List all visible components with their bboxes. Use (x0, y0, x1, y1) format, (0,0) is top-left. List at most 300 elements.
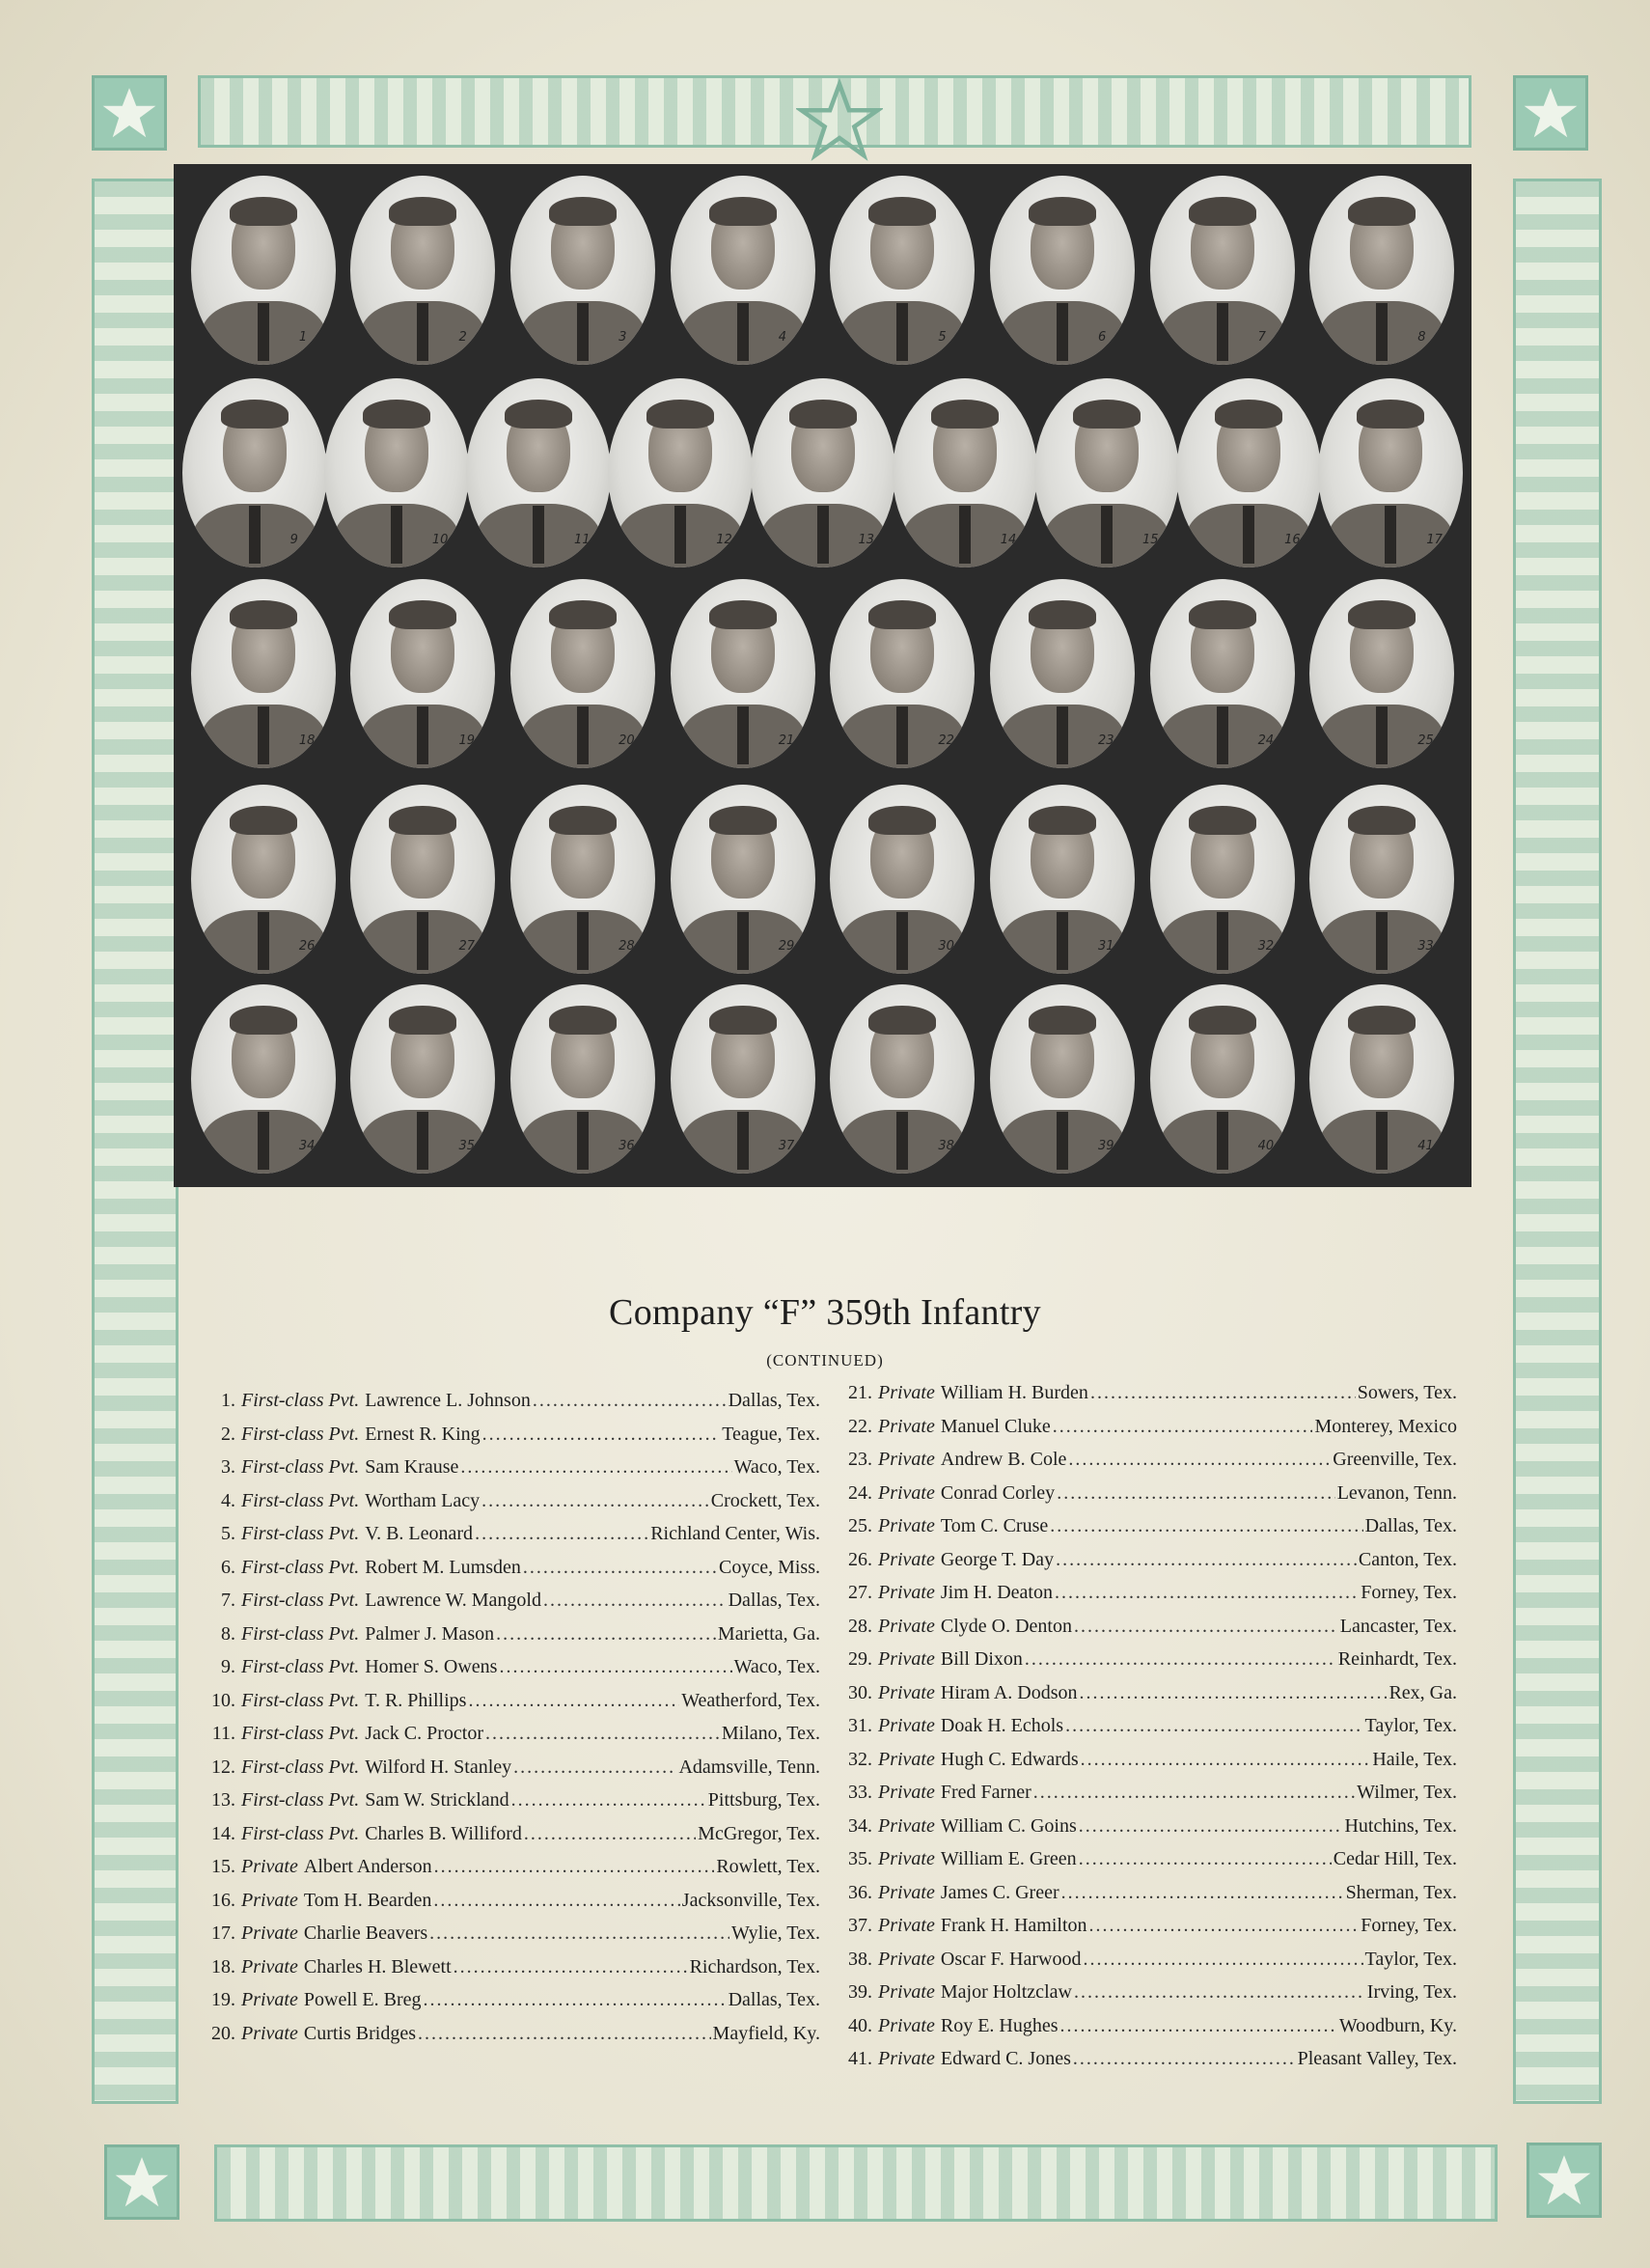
portrait-tie (737, 912, 749, 970)
dot-leader (1090, 1382, 1356, 1404)
roster-entry (839, 1549, 1457, 1583)
roster-number: 3. (221, 1456, 235, 1478)
roster-hometown: Wylie, Tex. (730, 1922, 820, 1944)
roster-number: 5. (221, 1523, 235, 1544)
roster-number: 8. (221, 1622, 235, 1645)
dot-leader (1060, 2015, 1337, 2037)
portrait-hair (1073, 400, 1141, 429)
portrait-hair (646, 400, 714, 429)
soldier-portrait (671, 984, 815, 1174)
roster-entry (839, 1648, 1457, 1682)
portrait-tie (258, 1112, 269, 1170)
roster-rank: Private (878, 1615, 935, 1637)
dot-leader (513, 1756, 676, 1779)
roster-rank: Private (878, 1981, 935, 2003)
roster-name: William E. Green (940, 1848, 1077, 1869)
roster-rank: Private (241, 1856, 298, 1877)
roster-number: 10. (211, 1689, 235, 1711)
portrait-number: 28 (619, 939, 635, 954)
roster-entry (203, 1856, 820, 1890)
portrait-tie (1057, 706, 1068, 764)
dot-leader (1053, 1416, 1313, 1438)
roster-number: 24. (848, 1481, 872, 1504)
roster-name: Sam W. Strickland (365, 1789, 509, 1811)
roster-hometown: Irving, Tex. (1366, 1981, 1457, 2003)
roster-name: Robert M. Lumsden (365, 1556, 521, 1578)
roster-entry (203, 1789, 820, 1823)
roster-number: 31. (848, 1715, 872, 1736)
portrait-number: 3 (619, 330, 627, 345)
portrait-number: 22 (938, 733, 954, 748)
roster-rank: First-class Pvt. (241, 1756, 360, 1778)
portrait-number: 37 (778, 1139, 795, 1153)
roster-number: 19. (211, 1989, 235, 2010)
roster-name: Roy E. Hughes (940, 2014, 1059, 2036)
portrait-number: 29 (778, 939, 795, 954)
portrait-tie (1217, 706, 1228, 764)
roster-number: 27. (848, 1582, 872, 1603)
roster-entry (839, 1882, 1457, 1916)
portrait-tie (1376, 912, 1388, 970)
portrait-hair (363, 400, 430, 429)
portrait-hair (1189, 806, 1256, 835)
roster-name: Hiram A. Dodson (940, 1681, 1078, 1703)
portrait-tie (1217, 303, 1228, 361)
roster-name: Major Holtzclaw (940, 1981, 1072, 2003)
roster-entry (839, 1815, 1457, 1849)
roster-rank: Private (878, 1382, 935, 1403)
roster-entry (839, 1949, 1457, 1982)
soldier-portrait (830, 785, 975, 974)
soldier-portrait (191, 984, 336, 1174)
portrait-number: 17 (1426, 533, 1443, 547)
portrait-hair (709, 1006, 777, 1035)
portrait-hair (868, 1006, 936, 1035)
roster-rank: Private (878, 1782, 935, 1803)
roster-entry (203, 1690, 820, 1724)
roster-number: 37. (848, 1915, 872, 1936)
portrait-number: 38 (938, 1139, 954, 1153)
roster-name: Oscar F. Harwood (940, 1948, 1082, 1970)
portrait-tie (1376, 706, 1388, 764)
portrait-tie (1057, 912, 1068, 970)
roster-hometown: Levanon, Tenn. (1336, 1481, 1457, 1504)
portrait-tie (577, 706, 589, 764)
portrait-number: 26 (298, 939, 316, 954)
roster-hometown: Mayfield, Ky. (712, 2022, 820, 2044)
roster-number: 39. (848, 1981, 872, 2003)
roster-entry (203, 1590, 820, 1623)
portrait-number: 41 (1417, 1139, 1434, 1153)
portrait-number: 25 (1417, 733, 1434, 748)
portrait-number: 23 (1097, 733, 1114, 748)
portrait-tie (1376, 1112, 1388, 1170)
page-title: Company “F” 359th Infantry (609, 1292, 1041, 1333)
portrait-tie (1057, 1112, 1068, 1170)
portrait-number: 40 (1257, 1139, 1275, 1153)
portrait-hair (389, 197, 456, 226)
soldier-portrait (990, 579, 1135, 768)
portrait-grid (174, 164, 1471, 1187)
roster-name: V. B. Leonard (365, 1523, 474, 1544)
soldier-portrait (191, 579, 336, 768)
roster-rank: First-class Pvt. (241, 1489, 360, 1511)
roster-hometown: Adamsville, Tenn. (678, 1756, 820, 1778)
portrait-number: 11 (574, 533, 591, 547)
roster-number: 40. (848, 2014, 872, 2036)
portrait-tie (258, 706, 269, 764)
star-icon (1526, 2143, 1602, 2218)
portrait-tie (577, 303, 589, 361)
roster-name: Homer S. Owens (365, 1656, 498, 1677)
dot-leader (418, 2023, 711, 2045)
portrait-tie (896, 706, 908, 764)
roster-entry (203, 1656, 820, 1690)
portrait-number: 8 (1417, 330, 1426, 345)
portrait-tie (674, 506, 686, 564)
portrait-hair (1215, 400, 1282, 429)
portrait-number: 34 (298, 1139, 316, 1153)
roster-name: Andrew B. Cole (940, 1449, 1067, 1470)
roster-name: Albert Anderson (303, 1856, 432, 1877)
portrait-number: 14 (1000, 533, 1017, 547)
soldier-portrait (510, 984, 655, 1174)
roster-column-left (203, 1390, 820, 2056)
portrait-hair (549, 600, 617, 629)
portrait-number: 20 (619, 733, 635, 748)
roster-rank: Private (878, 1881, 935, 1903)
roster-name: Clyde O. Denton (940, 1615, 1072, 1637)
soldier-portrait (1309, 579, 1454, 768)
portrait-hair (1348, 1006, 1416, 1035)
dot-leader (1079, 1815, 1343, 1838)
portrait-tie (1217, 912, 1228, 970)
roster-hometown: Taylor, Tex. (1364, 1715, 1457, 1736)
soldier-portrait (830, 984, 975, 1174)
portrait-tie (737, 303, 749, 361)
portrait-tie (249, 506, 261, 564)
roster-number: 6. (221, 1556, 235, 1578)
portrait-number: 30 (938, 939, 954, 954)
dot-leader (1079, 1848, 1332, 1870)
left-border-band (92, 179, 179, 2104)
roster-hometown: Cedar Hill, Tex. (1333, 1848, 1457, 1869)
roster-number: 17. (211, 1922, 235, 1944)
soldier-portrait (1150, 579, 1295, 768)
portrait-tie (258, 912, 269, 970)
roster-entry (839, 1482, 1457, 1516)
soldier-portrait (671, 579, 815, 768)
dot-leader (1057, 1482, 1335, 1505)
roster-hometown: Forney, Tex. (1361, 1915, 1457, 1936)
roster-name: Frank H. Hamilton (940, 1915, 1087, 1936)
soldier-portrait (990, 785, 1135, 974)
roster-entry (839, 1682, 1457, 1716)
portrait-hair (1348, 806, 1416, 835)
portrait-tie (417, 706, 428, 764)
roster-entry (203, 1956, 820, 1990)
roster-number: 2. (221, 1423, 235, 1445)
roster-number: 18. (211, 1955, 235, 1978)
roster-rank: Private (878, 1948, 935, 1970)
soldier-portrait (510, 579, 655, 768)
roster-name: Edward C. Jones (940, 2048, 1071, 2069)
roster-rank: Private (878, 1648, 935, 1670)
portrait-hair (931, 400, 999, 429)
roster-entry (839, 1616, 1457, 1649)
dot-leader (524, 1823, 696, 1845)
soldier-portrait (608, 378, 753, 567)
portrait-number: 16 (1284, 533, 1301, 547)
dot-leader (1081, 1749, 1371, 1771)
roster-hometown: Dallas, Tex. (1364, 1515, 1457, 1536)
roster-rank: First-class Pvt. (241, 1423, 360, 1445)
dot-leader (1025, 1648, 1336, 1671)
portrait-hair (549, 197, 617, 226)
roster-hometown: Pittsburg, Tex. (707, 1789, 820, 1811)
portrait-number: 19 (458, 733, 475, 748)
roster-name: Tom H. Bearden (303, 1889, 432, 1911)
portrait-hair (868, 197, 936, 226)
roster-name: Lawrence L. Johnson (365, 1390, 531, 1411)
soldier-portrait (510, 176, 655, 365)
portrait-tie (417, 303, 428, 361)
roster-rank: First-class Pvt. (241, 1656, 360, 1677)
roster-rank: Private (241, 1922, 298, 1944)
roster-hometown: Coyce, Miss. (719, 1556, 820, 1578)
page-subtitle: (CONTINUED) (766, 1351, 884, 1369)
roster-rank: First-class Pvt. (241, 1789, 360, 1811)
dot-leader (1073, 2048, 1296, 2070)
portrait-number: 24 (1257, 733, 1275, 748)
roster-rank: First-class Pvt. (241, 1822, 360, 1844)
portrait-hair (868, 600, 936, 629)
roster-number: 1. (221, 1390, 235, 1411)
roster-rank: Private (878, 1548, 935, 1570)
roster-rank: Private (878, 1515, 935, 1536)
portrait-number: 33 (1417, 939, 1434, 954)
roster-hometown: Wilmer, Tex. (1357, 1782, 1457, 1803)
portrait-number: 12 (716, 533, 732, 547)
portrait-tie (1376, 303, 1388, 361)
portrait-hair (230, 1006, 297, 1035)
dot-leader (482, 1424, 721, 1446)
roster-number: 29. (848, 1648, 872, 1670)
roster-hometown: Canton, Tex. (1358, 1548, 1457, 1570)
roster-name: Jack C. Proctor (365, 1723, 483, 1744)
right-border-band (1513, 179, 1602, 2104)
portrait-tie (577, 1112, 589, 1170)
star-icon (1513, 75, 1588, 151)
portrait-hair (1357, 400, 1424, 429)
roster-rank: First-class Pvt. (241, 1556, 360, 1578)
dot-leader (496, 1623, 716, 1646)
roster-rank: Private (878, 1715, 935, 1736)
portrait-tie (577, 912, 589, 970)
soldier-portrait (1150, 785, 1295, 974)
roster-entry (203, 1490, 820, 1524)
roster-number: 23. (848, 1449, 872, 1470)
portrait-hair (389, 806, 456, 835)
roster-number: 26. (848, 1548, 872, 1570)
portrait-number: 9 (289, 533, 298, 547)
roster-number: 12. (211, 1756, 235, 1778)
portrait-hair (505, 400, 572, 429)
portrait-tie (417, 912, 428, 970)
portrait-tie (737, 1112, 749, 1170)
roster-number: 36. (848, 1881, 872, 1903)
roster-entry (203, 1890, 820, 1923)
soldier-portrait (1309, 176, 1454, 365)
roster-entry (203, 1723, 820, 1756)
roster-entry (839, 1382, 1457, 1416)
soldier-portrait (671, 176, 815, 365)
portrait-hair (709, 806, 777, 835)
roster-entry (203, 1623, 820, 1657)
dot-leader (1068, 1449, 1331, 1471)
soldier-portrait (510, 785, 655, 974)
roster-number: 4. (221, 1489, 235, 1511)
dot-leader (499, 1656, 731, 1678)
dot-leader (1074, 1981, 1365, 2004)
soldier-portrait (830, 176, 975, 365)
roster-entry (203, 1922, 820, 1956)
portrait-number: 27 (458, 939, 475, 954)
dot-leader (1061, 1882, 1344, 1904)
roster-rank: First-class Pvt. (241, 1590, 360, 1611)
soldier-portrait (1318, 378, 1463, 567)
soldier-portrait (990, 984, 1135, 1174)
roster-rank: Private (878, 1848, 935, 1869)
roster-number: 38. (848, 1948, 872, 1970)
roster-entry (203, 1456, 820, 1490)
roster-entry (839, 1582, 1457, 1616)
portrait-hair (230, 806, 297, 835)
dot-leader (1050, 1515, 1362, 1537)
portrait-tie (1057, 303, 1068, 361)
soldier-portrait (751, 378, 895, 567)
roster-name: Sam Krause (365, 1456, 459, 1478)
roster-rank: Private (878, 1415, 935, 1437)
roster-hometown: Richland Center, Wis. (650, 1523, 820, 1544)
portrait-tie (533, 506, 544, 564)
roster-number: 30. (848, 1681, 872, 1703)
soldier-portrait (830, 579, 975, 768)
dot-leader (511, 1789, 706, 1812)
soldier-portrait (350, 579, 495, 768)
portrait-number: 5 (938, 330, 947, 345)
roster-rank: Private (878, 1681, 935, 1703)
roster-number: 11. (211, 1723, 235, 1744)
roster-number: 16. (211, 1889, 235, 1911)
roster-rank: Private (878, 1481, 935, 1504)
roster-hometown: Woodburn, Ky. (1338, 2014, 1457, 2036)
portrait-number: 4 (778, 330, 786, 345)
roster-hometown: Greenville, Tex. (1333, 1449, 1457, 1470)
roster-number: 15. (211, 1856, 235, 1877)
portrait-hair (230, 197, 297, 226)
roster-rank: Private (878, 1449, 935, 1470)
portrait-hair (1029, 197, 1096, 226)
dot-leader (1055, 1582, 1359, 1604)
portrait-number: 1 (298, 330, 308, 345)
dot-leader (523, 1557, 717, 1579)
dot-leader (424, 1989, 727, 2011)
portrait-tie (1385, 506, 1396, 564)
roster-hometown: Dallas, Tex. (728, 1989, 820, 2010)
soldier-portrait (324, 378, 469, 567)
roster-hometown: Sherman, Tex. (1345, 1881, 1457, 1903)
soldier-portrait (1309, 984, 1454, 1174)
dot-leader (543, 1590, 727, 1612)
dot-leader (1056, 1549, 1357, 1571)
roster-number: 32. (848, 1748, 872, 1770)
roster-name: Charles B. Williford (365, 1822, 522, 1844)
roster-entry (203, 1557, 820, 1590)
roster-number: 35. (848, 1848, 872, 1869)
roster-entry (203, 1989, 820, 2023)
roster-rank: Private (878, 1814, 935, 1837)
roster-hometown: Dallas, Tex. (728, 1390, 820, 1411)
soldier-portrait (350, 785, 495, 974)
portrait-hair (221, 400, 289, 429)
roster-name: Charles H. Blewett (303, 1955, 452, 1978)
soldier-portrait (1150, 984, 1295, 1174)
portrait-number: 36 (619, 1139, 635, 1153)
roster-number: 13. (211, 1789, 235, 1811)
roster-name: Palmer J. Mason (365, 1622, 495, 1645)
roster-number: 9. (221, 1656, 235, 1677)
portrait-hair (1189, 197, 1256, 226)
soldier-portrait (466, 378, 611, 567)
soldier-portrait (1150, 176, 1295, 365)
roster-rank: First-class Pvt. (241, 1723, 360, 1744)
portrait-hair (1189, 1006, 1256, 1035)
roster-hometown: Haile, Tex. (1372, 1748, 1457, 1770)
dot-leader (433, 1890, 679, 1912)
dot-leader (485, 1723, 720, 1745)
soldier-portrait (1176, 378, 1321, 567)
soldier-portrait (350, 176, 495, 365)
roster-entry (203, 1823, 820, 1857)
roster-hometown: Richardson, Tex. (689, 1955, 820, 1978)
roster-entry (203, 1424, 820, 1457)
dot-leader (475, 1523, 648, 1545)
roster-hometown: Rex, Ga. (1389, 1681, 1457, 1703)
portrait-hair (709, 197, 777, 226)
roster-number: 14. (211, 1822, 235, 1844)
roster-entry (839, 1782, 1457, 1815)
roster-rank: First-class Pvt. (241, 1523, 360, 1544)
roster-name: Manuel Cluke (940, 1415, 1051, 1437)
soldier-portrait (182, 378, 327, 567)
roster-entry (839, 2015, 1457, 2049)
roster-hometown: Waco, Tex. (733, 1456, 820, 1478)
dot-leader (533, 1390, 727, 1412)
roster-number: 21. (848, 1382, 872, 1403)
roster-name: Ernest R. King (365, 1423, 481, 1445)
roster-entry (839, 1449, 1457, 1482)
roster-entry (839, 1749, 1457, 1783)
roster-entry (839, 1515, 1457, 1549)
roster-column-right (839, 1382, 1457, 2082)
roster-number: 25. (848, 1515, 872, 1536)
roster-hometown: McGregor, Tex. (698, 1822, 820, 1844)
portrait-number: 32 (1257, 939, 1275, 954)
portrait-number: 6 (1097, 330, 1107, 345)
portrait-number: 39 (1097, 1139, 1114, 1153)
roster-entry (839, 1416, 1457, 1450)
